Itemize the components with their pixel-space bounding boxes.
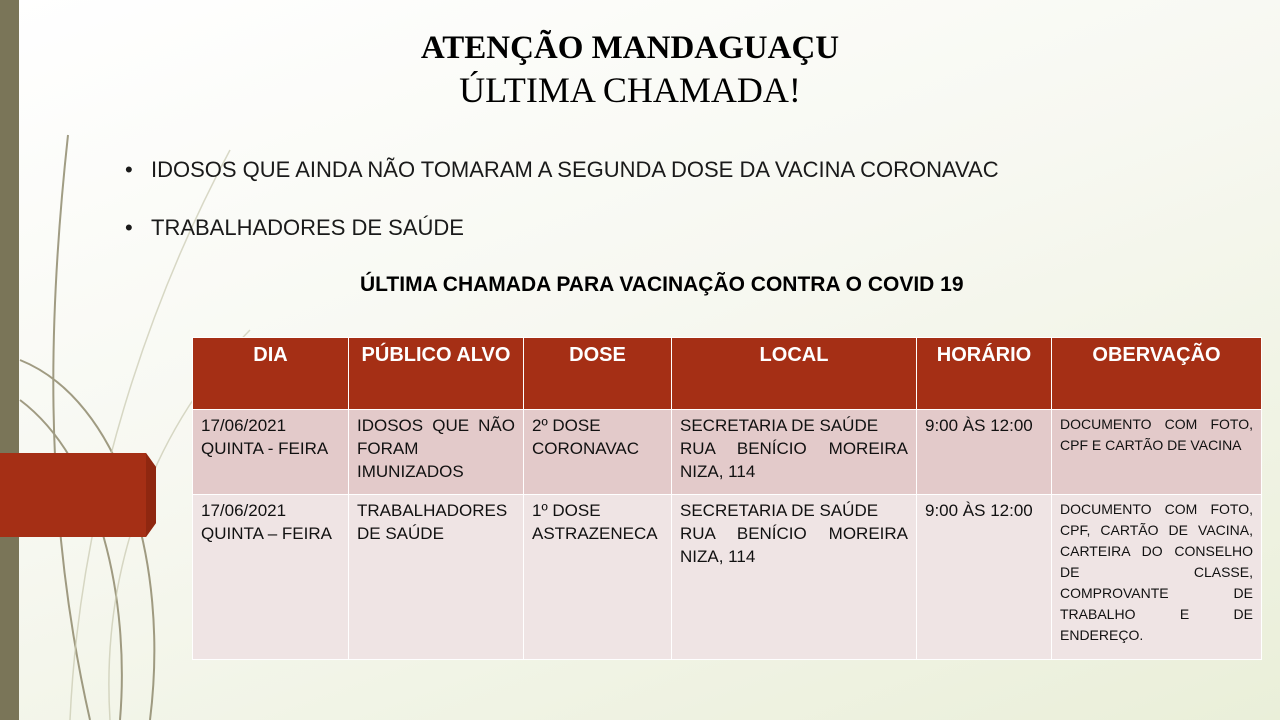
header-dia: DIA xyxy=(193,338,349,410)
header-publico-alvo: PÚBLICO ALVO xyxy=(349,338,524,410)
vaccination-table xyxy=(192,337,1262,660)
cell-date: 17/06/2021 xyxy=(201,501,287,520)
cell-horario: 9:00 ÀS 12:00 xyxy=(917,410,1052,495)
bullet-item xyxy=(125,157,999,183)
cell-dose xyxy=(524,495,672,660)
header-observacao: OBERVAÇÃO xyxy=(1052,338,1262,410)
cell-publico: IDOSOS QUE NÃO FORAM IMUNIZADOS xyxy=(349,410,524,495)
cell-address: RUA BENÍCIO MOREIRA NIZA, 114 xyxy=(680,439,908,481)
cell-local xyxy=(672,495,917,660)
bullet-item xyxy=(125,215,464,241)
cell-local xyxy=(672,410,917,495)
table-row xyxy=(193,410,1262,495)
cell-weekday: QUINTA – FEIRA xyxy=(201,524,332,543)
cell-weekday: QUINTA - FEIRA xyxy=(201,439,329,458)
cell-observacao: DOCUMENTO COM FOTO, CPF, CARTÃO DE VACINA, CARTEIRA DO CONSELHO DE CLASSE, COMPROVANTE DE TRABALHO E DE ENDEREÇO. xyxy=(1052,495,1262,660)
cell-vaccine: CORONAVAC xyxy=(532,439,640,458)
cell-observacao: DOCUMENTO COM FOTO, CPF E CARTÃO DE VACINA xyxy=(1052,410,1262,495)
table-header-row xyxy=(193,338,1262,410)
cell-address: RUA BENÍCIO MOREIRA NIZA, 114 xyxy=(680,524,908,566)
bullet-text: IDOSOS QUE AINDA NÃO TOMARAM A SEGUNDA DOSE DA VACINA CORONAVAC xyxy=(151,157,999,182)
cell-dose-number: 1º DOSE xyxy=(532,501,601,520)
cell-place: SECRETARIA DE SAÚDE xyxy=(680,416,879,435)
page-title: ATENÇÃO MANDAGUAÇU xyxy=(420,30,840,66)
cell-place: SECRETARIA DE SAÚDE xyxy=(680,501,879,520)
cell-dia xyxy=(193,495,349,660)
bullet-dot: • xyxy=(125,157,133,182)
cell-horario: 9:00 ÀS 12:00 xyxy=(917,495,1052,660)
cell-date: 17/06/2021 xyxy=(201,416,287,435)
bullet-text: TRABALHADORES DE SAÚDE xyxy=(151,215,464,240)
section-heading: ÚLTIMA CHAMADA PARA VACINAÇÃO CONTRA O COVID 19 xyxy=(360,273,964,296)
cell-vaccine: ASTRAZENECA xyxy=(532,524,658,543)
cell-dia xyxy=(193,410,349,495)
cell-publico: TRABALHADORES DE SAÚDE xyxy=(349,495,524,660)
header-local: LOCAL xyxy=(672,338,917,410)
cell-dose xyxy=(524,410,672,495)
header-horario: HORÁRIO xyxy=(917,338,1052,410)
page-subtitle: ÚLTIMA CHAMADA! xyxy=(459,70,801,110)
arrow-decoration xyxy=(0,453,160,537)
table-row xyxy=(193,495,1262,660)
cell-dose-number: 2º DOSE xyxy=(532,416,601,435)
header-dose: DOSE xyxy=(524,338,672,410)
bullet-dot: • xyxy=(125,215,133,240)
